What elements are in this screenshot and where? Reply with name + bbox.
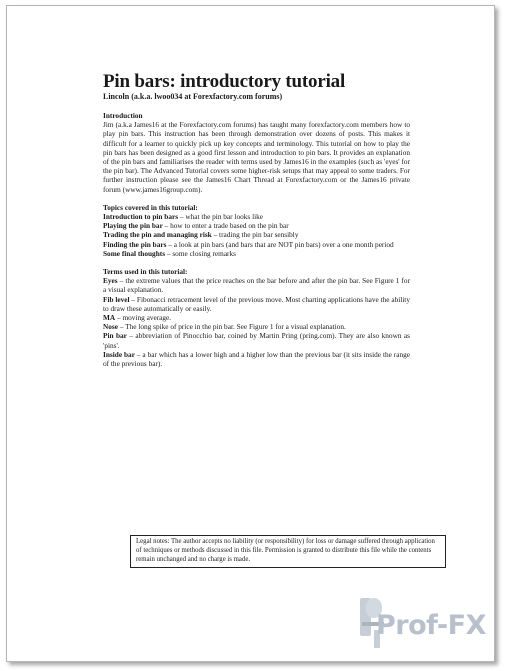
topic-name: Some final thoughts (103, 248, 166, 258)
topic-item (103, 230, 410, 239)
watermark-text: Prof-FX (376, 610, 486, 641)
term-name: Inside bar (103, 349, 135, 359)
document-author: Lincoln (a.k.a. lwoo034 at Forexfactory.com forums) (103, 92, 283, 101)
term-item (103, 331, 410, 349)
legal-notes-box (130, 535, 446, 568)
term-item (103, 313, 410, 322)
topic-desc: – trading the pin bar sensibly (211, 230, 299, 240)
spacer (103, 102, 410, 111)
document-title: Pin bars: introductory tutorial (103, 71, 346, 92)
topic-name: Finding the pin bars (103, 239, 167, 249)
term-desc: – abbreviation of Pinocchio bar, coined by Martin Pring (pring.com). They are also known as 'pins'. (103, 331, 410, 350)
term-desc: – The long spike of price in the pin bar. See Figure 1 for a visual explanation. (118, 322, 346, 332)
term-item (103, 276, 410, 294)
term-item (103, 322, 410, 331)
document-content (103, 72, 410, 368)
topic-item (103, 249, 410, 258)
term-name: Eyes (103, 276, 118, 286)
terms-list (103, 276, 410, 368)
term-name: MA (103, 313, 116, 323)
topic-name: Trading the pin and managing risk (103, 230, 212, 240)
term-desc: – moving average. (115, 313, 172, 323)
intro-paragraph: Jim (a.k.a James16 at the Forexfactory.com forums) has taught many forexfactory.com members how to play pin bars. This instruction has been through demonstration over dozens of posts. This makes it difficult for a learner to quickly pick up key concepts and terminology. This tutorial on how to play the pin bars has been designed as a good first lesson and introduction to pin bars. It provides an explanation of the pin bars and familiarises the reader with terms used by James16 in the examples (such as 'eyes' for the pin bar). The Advanced Tutorial covers some higher-risk setups that may appeal to some traders. For further instruction please see the James16 Chart Thread at Forexfactory.com or the James16 private forum (www.james16group.com). (103, 120, 410, 194)
legal-notes-text: Legal notes: The author accepts no liability (or responsibility) for loss or damage suffered through application of techniques or methods discussed in this file. Permission is granted to distribute this file while the contents remain unchanged and no charge is made. (136, 538, 435, 563)
topic-desc: – what the pin bar looks like (178, 212, 264, 222)
term-desc: – Fibonacci retracement level of the previous move. Most charting applications have the ability to draw these automatically or easily. (103, 294, 410, 313)
spacer (103, 258, 410, 267)
intro-heading: Introduction (103, 111, 143, 120)
term-item (103, 295, 410, 313)
topic-name: Introduction to pin bars (103, 212, 179, 222)
term-name: Fib level (103, 294, 130, 304)
topic-item (103, 212, 410, 221)
term-desc: – a bar which has a lower high and a higher low than the previous bar (it sits inside the range of the previous bar). (103, 349, 410, 369)
topics-heading: Topics covered in this tutorial: (103, 202, 198, 212)
spacer (103, 194, 410, 203)
term-item (103, 350, 410, 368)
term-name: Pin bar (103, 331, 127, 341)
topic-name: Playing the pin bar (103, 221, 163, 231)
watermark-logo (352, 592, 492, 652)
terms-heading: Terms used in this tutorial: (103, 267, 188, 277)
term-name: Nose (103, 322, 118, 332)
topic-desc: – how to enter a trade based on the pin bar (162, 221, 289, 231)
topic-item (103, 240, 410, 249)
topic-item (103, 221, 410, 230)
topic-desc: – a look at pin bars (and bars that are NOT pin bars) over a one month period (166, 239, 394, 249)
topics-list (103, 212, 410, 258)
term-desc: – the extreme values that the price reaches on the bar before and after the pin bar. See Figure 1 for a visual explanation. (103, 276, 410, 295)
topic-desc: – some closing remarks (165, 248, 236, 258)
